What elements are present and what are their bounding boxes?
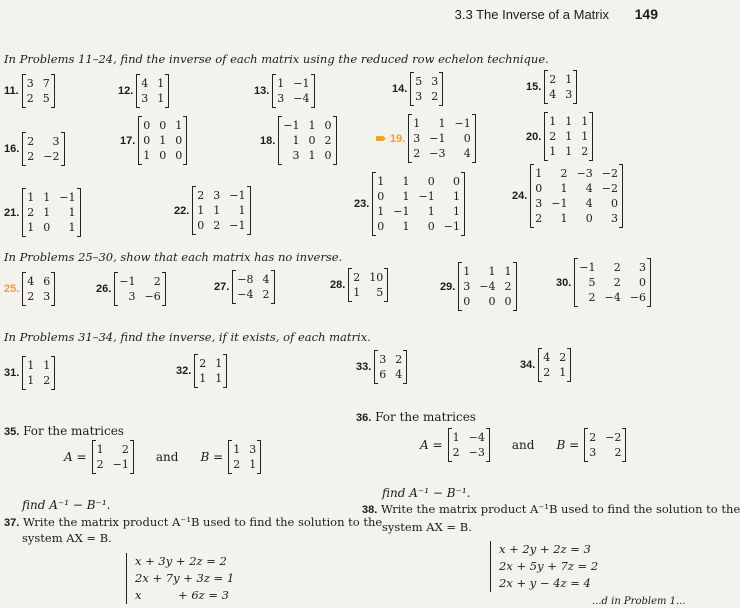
matrix-entry: 1 [292,134,300,147]
matrix-entry: 1 [427,205,435,218]
matrix-entry: 1 [157,77,165,90]
matrix-entry: 2 [395,353,403,366]
matrix-entry: 0 [463,295,471,308]
matrix-entry: 4 [262,273,270,286]
matrix-entry: 2 [588,291,596,304]
matrix [22,132,64,166]
matrix-entry: 1 [213,204,221,217]
matrix-entry: 0 [585,212,593,225]
matrix-entry: 2 [27,290,35,303]
matrix-entry: 1 [249,458,257,471]
matrix [232,270,274,304]
problem-16: 16. 2 3 2 −2 [4,132,65,166]
matrix-entry: 4 [395,368,403,381]
matrix-entry: 2 [581,145,589,158]
matrix-entry: 2 [452,446,460,459]
matrix-entry: 5 [588,276,596,289]
matrix-entry: 1 [504,265,512,278]
matrix-entry: 1 [581,115,589,128]
matrix-entry: −4 [237,288,254,301]
matrix-entry: 7 [42,77,50,90]
matrix-entry: 1 [238,204,246,217]
matrix-entry: 0 [427,175,435,188]
matrix-entry: −2 [601,182,618,195]
matrix [194,354,227,388]
matrix-entry: 0 [324,149,332,162]
matrix-entry: 1 [43,206,51,219]
matrix-entry: 0 [488,295,496,308]
matrix-entry: 3 [141,92,149,105]
matrix-entry: 1 [233,443,241,456]
matrix-entry: 1 [549,115,557,128]
matrix-b [584,428,626,462]
matrix-entry: 0 [610,197,618,210]
matrix-entry: 5 [376,286,384,299]
matrix [530,164,623,228]
matrix-entry: 2 [613,276,621,289]
matrix-entry: 2 [559,351,567,364]
matrix-entry: 1 [535,167,543,180]
matrix-entry: 3 [415,90,423,103]
matrix-entry: 1 [96,443,104,456]
equation: x + 6z = 3 [135,588,229,602]
matrix-entry: 2 [613,261,621,274]
matrix-entry: 1 [452,190,460,203]
problem-31: 31. 1 1 1 2 [4,356,55,390]
matrix-entry: 0 [143,134,151,147]
matrix-entry: 5 [415,75,423,88]
problem-35-task: find A⁻¹ − B⁻¹. [22,498,111,512]
problem-14: 14. 5 3 3 2 [392,72,443,106]
matrix-entry: 2 [353,271,361,284]
page-number: 149 [634,6,658,22]
matrix [22,272,55,306]
matrix-entry: −1 [293,77,310,90]
matrix-entry: −4 [479,280,496,293]
matrix [458,262,516,311]
matrix-entry: −4 [604,291,621,304]
matrix-entry: 1 [463,265,471,278]
matrix-entry: −1 [229,189,246,202]
matrix-entry: 6 [43,275,51,288]
matrix-entry: 2 [213,219,221,232]
problem-28: 28. 2 10 1 5 [330,268,388,302]
matrix-entry: 2 [26,92,34,105]
matrix-entry: 2 [153,275,161,288]
matrix-entry: 0 [535,182,543,195]
matrix-entry: 1 [402,190,410,203]
matrix-entry: 2 [233,458,241,471]
matrix-entry: 2 [262,288,270,301]
problem-27: 27. −8 4 −4 2 [214,270,275,304]
equation: 2x + 5y + 7z = 2 [499,559,599,573]
matrix-entry: 3 [52,135,60,148]
matrix-entry: 2 [549,130,557,143]
matrix-entry: 4 [585,182,593,195]
problem-35-lead: 35. For the matrices [4,424,124,438]
matrix [372,172,465,236]
matrix [278,116,336,165]
matrix-entry: 1 [308,149,316,162]
matrix-entry: 3 [413,132,421,145]
matrix [574,258,651,307]
matrix-entry: 1 [27,359,35,372]
matrix-entry: 3 [292,149,300,162]
matrix-entry: 2 [96,458,104,471]
matrix-entry: 3 [535,197,543,210]
problem-24: 24. 1 2 −3 −2 0 1 4 −2 3 −1 4 0 2 1 0 3 [512,164,623,228]
matrix-entry: 1 [560,182,568,195]
problem-38-line2: system AX = B. [382,520,472,534]
matrix-entry: 3 [26,77,34,90]
instructions-31-34: In Problems 31–34, find the inverse, if it exists, of each matrix. [4,330,371,344]
matrix-entry: 10 [369,271,384,284]
equation: 2x + y − 4z = 4 [499,576,591,590]
problem-13: 13. 1 −1 3 −4 [254,74,315,108]
matrix-entry: 4 [463,147,471,160]
matrix-entry: 1 [402,175,410,188]
matrix-entry: 2 [431,90,439,103]
problem-38-line1: 38. Write the matrix product A⁻¹B used to find the solution to the [362,502,740,516]
problem-37-system [126,553,234,604]
instructions-25-30: In Problems 25–30, show that each matrix has no inverse. [4,250,343,264]
matrix-entry: 3 [638,261,646,274]
equation: x + 2y + 2z = 3 [499,542,591,556]
problem-23: 23. 1 1 0 0 0 1 −1 1 1 −1 1 1 0 1 0 −1 [354,172,465,236]
problem-37-line1: 37. Write the matrix product A⁻¹B used to find the solution to the [4,515,383,529]
matrix-entry: 3 [589,446,597,459]
matrix-entry: 1 [581,130,589,143]
matrix-entry: 3 [431,75,439,88]
matrix-entry: 1 [353,286,361,299]
matrix-entry: 1 [199,372,207,385]
matrix-entry: 2 [199,357,207,370]
matrix-entry: −1 [393,205,410,218]
matrix-entry: −1 [59,191,76,204]
matrix-entry: 1 [43,191,51,204]
matrix [374,350,407,384]
matrix-entry: 3 [610,212,618,225]
matrix-entry: −1 [454,117,471,130]
section-title: 3.3 The Inverse of a Matrix [454,7,610,22]
matrix-entry: −4 [468,431,485,444]
matrix [408,114,475,163]
matrix-entry: 1 [565,145,573,158]
matrix-entry: 1 [215,357,223,370]
matrix-entry: 1 [565,115,573,128]
matrix-entry: 0 [308,134,316,147]
matrix-entry: 1 [413,117,421,130]
matrix-entry: 3 [277,92,285,105]
matrix-entry: 0 [143,119,151,132]
matrix-entry: 2 [535,212,543,225]
matrix-entry: 2 [413,147,421,160]
problem-11: 11. 3 7 2 5 [4,74,55,108]
matrix-entry: −1 [443,220,460,233]
matrix-entry: −1 [229,219,246,232]
problem-36-task: find A⁻¹ − B⁻¹. [382,486,471,500]
matrix [22,74,55,108]
problem-34: 34. 4 2 2 1 [520,348,571,382]
matrix-entry: 0 [427,220,435,233]
problem-36-matrices: A = 1 −4 2 −3 and B = 2 −2 3 2 [420,428,626,462]
matrix [544,70,577,104]
matrix-entry: 0 [175,149,183,162]
matrix-entry: 3 [565,88,573,101]
matrix-entry: 2 [589,431,597,444]
equation: 2x + 7y + 3z = 1 [135,571,235,585]
matrix-entry: 0 [159,119,167,132]
problem-20: 20. 1 1 1 2 1 1 1 1 2 [526,112,593,161]
matrix-entry: 2 [121,443,129,456]
matrix-entry: 0 [377,190,385,203]
matrix-entry: 2 [504,280,512,293]
matrix-entry: 4 [543,351,551,364]
matrix-entry: −6 [144,290,161,303]
matrix-entry: 0 [324,119,332,132]
matrix-entry: 1 [565,73,573,86]
problem-17: 17. 0 0 1 0 1 0 1 0 0 [120,116,187,165]
matrix-entry: −1 [418,190,435,203]
matrix-entry: 2 [43,374,51,387]
matrix [544,112,593,161]
matrix-entry: 1 [175,119,183,132]
problem-29: 29. 1 1 1 3 −4 2 0 0 0 [440,262,517,311]
matrix-entry: 3 [379,353,387,366]
instructions-11-24: In Problems 11–24, find the inverse of each matrix using the reduced row echelon technique. [4,52,549,66]
highlight-arrow-icon [376,136,386,141]
matrix-entry: 1 [402,220,410,233]
matrix-entry: −1 [551,197,568,210]
matrix-entry: 1 [157,92,165,105]
matrix-entry: 1 [27,191,35,204]
problem-36-lead: 36. For the matrices [356,410,476,424]
matrix-entry: 0 [452,175,460,188]
matrix-entry: 1 [68,221,76,234]
matrix-entry: 2 [549,73,557,86]
matrix-entry: 0 [638,276,646,289]
problem-19: 19. 1 1 −1 3 −1 0 2 −3 4 [376,114,476,163]
problem-30: 30. −1 2 3 5 2 0 2 −4 −6 [556,258,651,307]
matrix-entry: 2 [324,134,332,147]
matrix-entry: 1 [488,265,496,278]
matrix-entry: −8 [237,273,254,286]
matrix-entry: 0 [43,221,51,234]
matrix-entry: −2 [601,167,618,180]
problem-25: 25. 4 6 2 3 [4,272,55,306]
matrix-entry: 1 [565,130,573,143]
matrix-entry: 1 [560,212,568,225]
matrix [410,72,443,106]
matrix-entry: 3 [249,443,257,456]
matrix [114,272,165,306]
matrix-entry: 1 [68,206,76,219]
matrix-entry: 3 [213,189,221,202]
matrix-b [228,440,261,474]
matrix-entry: 4 [549,88,557,101]
matrix-entry: 2 [27,206,35,219]
matrix-entry: −1 [579,261,596,274]
matrix-entry: 2 [197,189,205,202]
matrix-entry: −6 [629,291,646,304]
problem-32: 32. 2 1 1 1 [176,354,227,388]
matrix-entry: 0 [504,295,512,308]
matrix-entry: 1 [549,145,557,158]
matrix-entry: 1 [215,372,223,385]
matrix [136,74,169,108]
matrix-entry: −1 [112,458,129,471]
matrix-entry: 4 [141,77,149,90]
matrix [138,116,187,165]
matrix-entry: 1 [377,175,385,188]
problem-26: 26. −1 2 3 −6 [96,272,166,306]
matrix-entry: 1 [27,374,35,387]
matrix [192,186,250,235]
matrix-entry: 1 [452,431,460,444]
problem-22: 22. 2 3 −1 1 1 1 0 2 −1 [174,186,251,235]
matrix-entry: 1 [143,149,151,162]
matrix [272,74,314,108]
matrix-entry: 1 [43,359,51,372]
equation: x + 3y + 2z = 2 [135,554,227,568]
matrix-entry: −1 [283,119,300,132]
matrix-entry: 1 [308,119,316,132]
problem-18: 18. −1 1 0 1 0 2 3 1 0 [260,116,337,165]
footer-fragment: ...d in Problem 1... [592,596,686,607]
matrix-entry: 1 [377,205,385,218]
matrix-entry: 1 [438,117,446,130]
problem-12: 12. 4 1 3 1 [118,74,169,108]
matrix-entry: 0 [377,220,385,233]
matrix-entry: 2 [614,446,622,459]
matrix-entry: 1 [159,134,167,147]
matrix-entry: 6 [379,368,387,381]
matrix-entry: 3 [43,290,51,303]
problem-38-system [490,541,598,592]
matrix-entry: 1 [559,366,567,379]
matrix-entry: −2 [605,431,622,444]
matrix-entry: 1 [277,77,285,90]
matrix-entry: 1 [197,204,205,217]
matrix-entry: 0 [175,134,183,147]
matrix-entry: 4 [27,275,35,288]
matrix-entry: 1 [452,205,460,218]
matrix-entry: 3 [463,280,471,293]
matrix-entry: 2 [560,167,568,180]
matrix-entry: 2 [27,135,35,148]
matrix-entry: −3 [576,167,593,180]
matrix [22,356,55,390]
problem-35-matrices: A = 1 2 2 −1 and B = 1 3 2 1 [64,440,261,474]
matrix-entry: 2 [543,366,551,379]
matrix-entry: 5 [42,92,50,105]
matrix-entry: −3 [429,147,446,160]
problem-33: 33. 3 2 6 4 [356,350,407,384]
matrix-entry: 2 [27,150,35,163]
matrix [348,268,388,302]
matrix-entry: −1 [119,275,136,288]
matrix [22,188,80,237]
matrix-entry: 0 [463,132,471,145]
matrix-entry: −2 [43,150,60,163]
matrix [538,348,571,382]
problem-15: 15. 2 1 4 3 [526,70,577,104]
matrix-entry: 4 [585,197,593,210]
matrix-entry: 3 [128,290,136,303]
matrix-a [92,440,134,474]
problem-21: 21. 1 1 −1 2 1 1 1 0 1 [4,188,81,237]
matrix-entry: −3 [468,446,485,459]
matrix-entry: 0 [159,149,167,162]
matrix-a [448,428,490,462]
matrix-entry: −4 [293,92,310,105]
matrix-entry: 1 [27,221,35,234]
matrix-entry: −1 [429,132,446,145]
problem-37-line2: system AX = B. [22,531,112,545]
matrix-entry: 0 [197,219,205,232]
page-header [455,6,658,22]
